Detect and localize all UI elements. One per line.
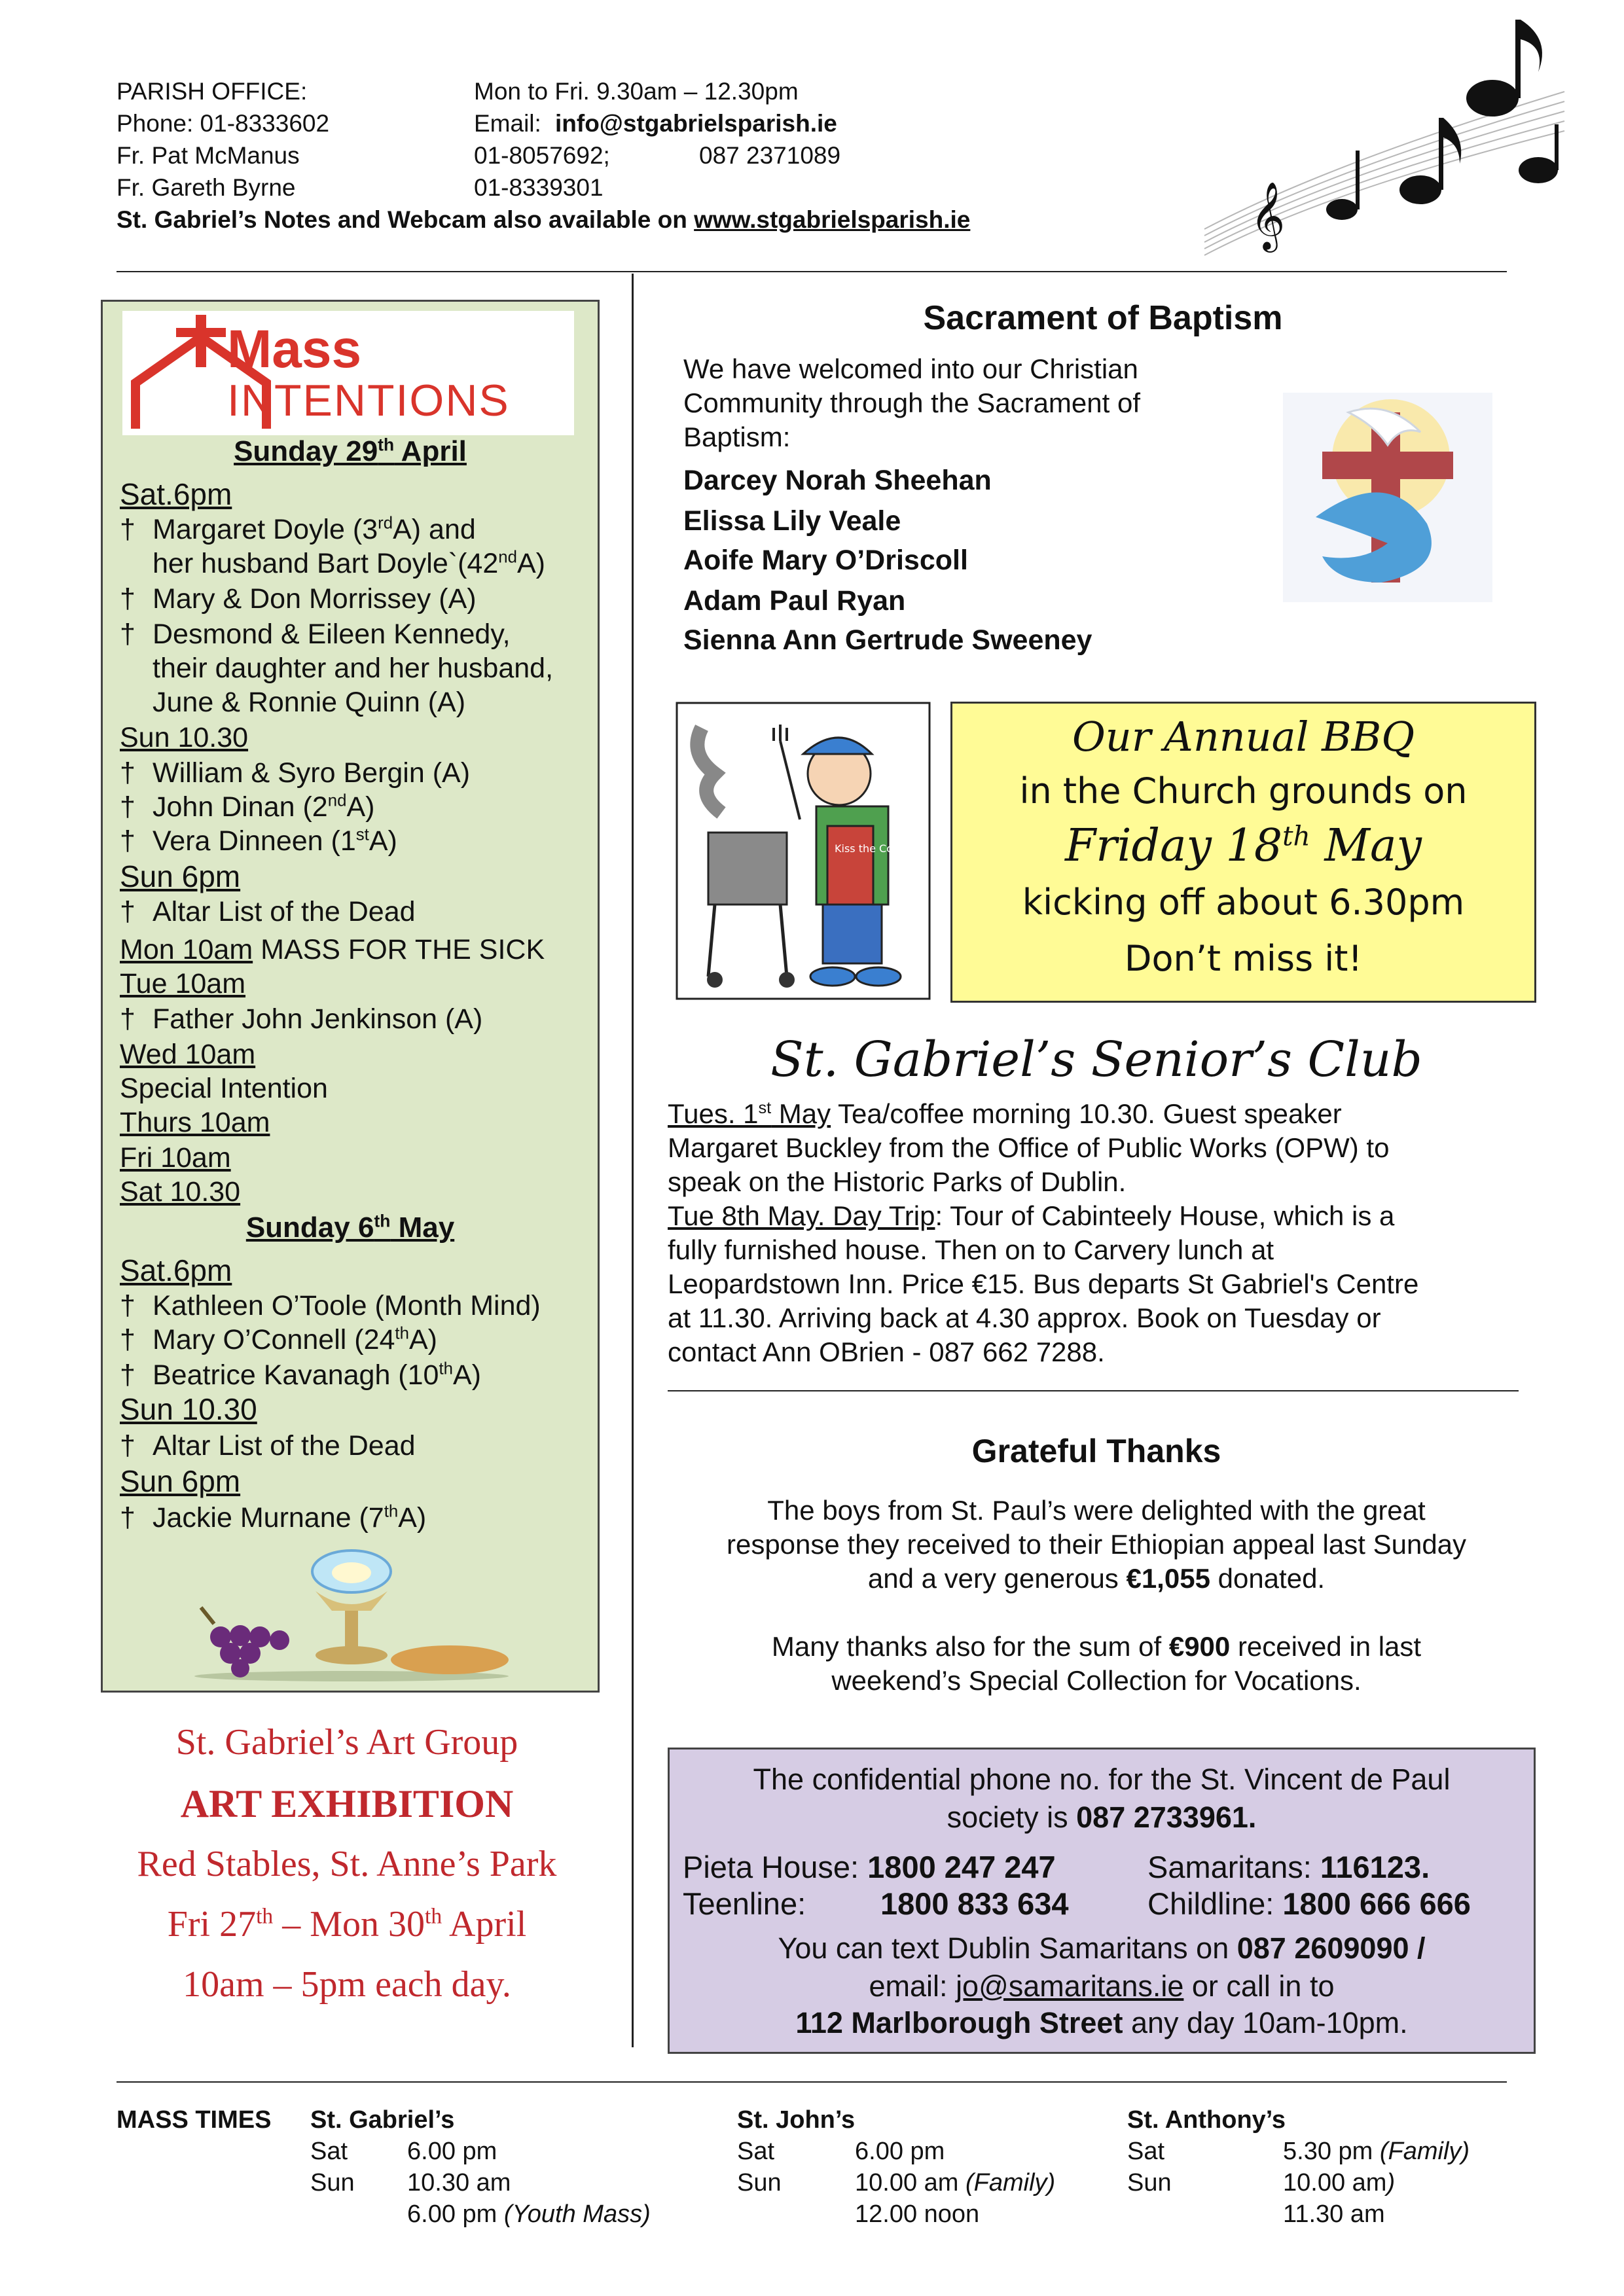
baptised-name: Darcey Norah Sheehan: [683, 465, 992, 496]
baptism-title: Sacrament of Baptism: [923, 299, 1283, 337]
website-link[interactable]: www.stgabrielsparish.ie: [694, 206, 971, 233]
intention-item-cont: June & Ronnie Quinn (A): [153, 687, 466, 718]
intention-item: † Altar List of the Dead: [120, 1430, 416, 1462]
helplines-box: [668, 1748, 1536, 2054]
intention-item: † Kathleen O’Toole (Month Mind): [120, 1290, 541, 1321]
priest1-phone1: 01-8057692;: [474, 142, 610, 169]
sat-1030-heading: Sat 10.30: [120, 1176, 241, 1208]
thanks-text: response they received to their Ethiopian appeal last Sunday: [726, 1529, 1467, 1560]
thanks-text: and a very generous €1,055 donated.: [867, 1563, 1326, 1594]
mass-time: 6.00 pm (Youth Mass): [407, 2200, 651, 2228]
baptised-name: Elissa Lily Veale: [683, 505, 901, 537]
intention-item: † Margaret Doyle (3rdA) and: [120, 514, 476, 545]
priest1-phone2: 087 2371089: [699, 142, 841, 169]
mass-intentions-panel: [101, 300, 600, 1693]
baptised-name: Adam Paul Ryan: [683, 585, 906, 617]
dublin-samaritans-text: You can text Dublin Samaritans on 087 2609090 /: [778, 1931, 1426, 1965]
bbq-location: in the Church grounds on: [1019, 770, 1468, 812]
art-hours: 10am – 5pm each day.: [183, 1964, 511, 2005]
samaritans-email-line: email: jo@samaritans.ie or call in to: [869, 1969, 1335, 2003]
thurs-10am-heading: Thurs 10am: [120, 1107, 270, 1138]
week1-title: Sunday 29th April: [234, 435, 467, 467]
week2-title: Sunday 6th May: [245, 1211, 455, 1244]
day-label: Sun: [310, 2169, 355, 2197]
mass-time: 10.00 am (Family): [855, 2169, 1056, 2197]
day-label: Sat: [1127, 2138, 1165, 2165]
thanks-text: Many thanks also for the sum of €900 received in last: [771, 1631, 1422, 1662]
baptised-name: Aoife Mary O’Driscoll: [683, 545, 968, 576]
mass-times-label: MASS TIMES: [117, 2106, 272, 2134]
baptism-intro-1: We have welcomed into our Christian: [683, 353, 1138, 384]
day-label: Sat: [737, 2138, 775, 2165]
sun-1030-heading: Sun 10.30: [120, 722, 249, 753]
childline-line: Childline: 1800 666 666: [1147, 1886, 1471, 1921]
mass-time: 12.00 noon: [855, 2200, 980, 2228]
intention-item: † Mary & Don Morrissey (A): [120, 583, 477, 615]
seniors-text: at 11.30. Arriving back at 4.30 approx. Book on Tuesday or: [668, 1302, 1381, 1333]
logo-word-mass: Mass: [227, 319, 362, 379]
intention-item: † Vera Dinneen (1stA): [120, 825, 397, 857]
mass-time: 11.30 am: [1283, 2200, 1385, 2228]
mass-time: 10.00 am): [1283, 2169, 1396, 2197]
day-label: Sun: [1127, 2169, 1172, 2197]
intention-item: † William & Syro Bergin (A): [120, 757, 471, 789]
fri-10am-heading: Fri 10am: [120, 1142, 231, 1174]
pieta-house-line: Pieta House: 1800 247 247: [683, 1850, 1056, 1884]
mass-time: 6.00 pm: [855, 2138, 945, 2165]
bbq-notice: [950, 702, 1536, 1003]
thanks-text: weekend’s Special Collection for Vocations.: [831, 1665, 1362, 1696]
bbq-tagline: Don’t miss it!: [1124, 938, 1363, 979]
mass-time: 5.30 pm (Family): [1283, 2138, 1470, 2165]
bbq-time: kicking off about 6.30pm: [1022, 882, 1465, 923]
st-gabriels-heading: St. Gabriel’s: [310, 2106, 455, 2134]
sun-1030-heading: Sun 10.30: [120, 1392, 257, 1426]
logo-word-intentions: INTENTIONS: [227, 376, 510, 425]
seniors-item-1: Tues. 1st May Tea/coffee morning 10.30. Guest speaker: [668, 1098, 1342, 1129]
email-label: Email:: [474, 110, 541, 137]
seniors-item-2: Tue 8th May. Day Trip: Tour of Cabinteely House, which is a: [668, 1200, 1395, 1231]
intention-item: † Desmond & Eileen Kennedy,: [120, 619, 511, 650]
dove-cross-water-image: [1276, 386, 1499, 609]
intention-item-cont: her husband Bart Doyle`(42ndA): [153, 548, 545, 579]
svp-phone-line: society is 087 2733961.: [947, 1801, 1257, 1834]
intention-item: † Mary O’Connell (24thA): [120, 1324, 437, 1355]
intention-item: † Jackie Murnane (7thA): [120, 1502, 427, 1534]
seniors-text: speak on the Historic Parks of Dublin.: [668, 1166, 1127, 1197]
baptism-intro-2: Community through the Sacrament of: [683, 387, 1141, 418]
intention-item: † Beatrice Kavanagh (10thA): [120, 1359, 481, 1391]
seniors-text: contact Ann OBrien - 087 662 7288.: [668, 1336, 1105, 1367]
special-intention: Special Intention: [120, 1073, 328, 1104]
office-hours: Mon to Fri. 9.30am – 12.30pm: [474, 78, 799, 105]
music-notes-image: [1198, 13, 1578, 262]
intention-item-cont: their daughter and her husband,: [153, 653, 554, 684]
tue-10am-heading: Tue 10am: [120, 968, 246, 999]
art-dates: Fri 27th – Mon 30th April: [167, 1904, 527, 1945]
art-group-title: St. Gabriel’s Art Group: [175, 1722, 518, 1763]
svp-text: The confidential phone no. for the St. Vincent de Paul: [753, 1763, 1451, 1796]
wed-10am-heading: Wed 10am: [120, 1039, 256, 1070]
seniors-club-title: St. Gabriel’s Senior’s Club: [770, 1031, 1422, 1088]
seniors-text: Leopardstown Inn. Price €15. Bus departs St Gabriel's Centre: [668, 1268, 1419, 1299]
baptised-name: Sienna Ann Gertrude Sweeney: [683, 624, 1092, 656]
intention-item: † John Dinan (2ndA): [120, 791, 375, 823]
bbq-title: Our Annual BBQ: [1072, 713, 1415, 761]
samaritans-address-line: 112 Marlborough Street any day 10am-10pm.: [795, 2006, 1408, 2039]
thanks-title: Grateful Thanks: [971, 1433, 1221, 1469]
intention-item: † Father John Jenkinson (A): [120, 1003, 483, 1035]
art-exhibition-heading: ART EXHIBITION: [180, 1782, 514, 1825]
thanks-text: The boys from St. Paul’s were delighted with the great: [767, 1495, 1426, 1526]
mass-time: 6.00 pm: [407, 2138, 497, 2165]
sat-6pm-heading: Sat.6pm: [120, 1253, 232, 1287]
day-label: Sat: [310, 2138, 348, 2165]
bbq-cook-image: [676, 702, 931, 1000]
section-rule: [668, 1390, 1519, 1391]
samaritans-email-link[interactable]: jo@samaritans.ie: [956, 1969, 1184, 2003]
st-anthonys-heading: St. Anthony’s: [1127, 2106, 1286, 2134]
art-venue: Red Stables, St. Anne’s Park: [137, 1844, 557, 1884]
seniors-text: fully furnished house. Then on to Carvery lunch at: [668, 1234, 1274, 1265]
seniors-text: Margaret Buckley from the Office of Public Works (OPW) to: [668, 1132, 1390, 1163]
intention-item: † Altar List of the Dead: [120, 896, 416, 927]
priest1-name: Fr. Pat McManus: [117, 142, 300, 169]
mass-intentions-logo: [122, 311, 574, 435]
st-johns-heading: St. John’s: [737, 2106, 856, 2134]
sun-6pm-heading: Sun 6pm: [120, 859, 241, 893]
office-label: PARISH OFFICE:: [117, 78, 308, 105]
priest2-name: Fr. Gareth Byrne: [117, 174, 296, 201]
office-phone: Phone: 01-8333602: [117, 110, 330, 137]
sat-6pm-heading: Sat.6pm: [120, 477, 232, 511]
bbq-date: Friday 18th May: [1065, 820, 1422, 872]
svg-text:Kiss the Cook: Kiss the Cook: [835, 842, 906, 855]
footer-rule: [117, 2081, 1507, 2083]
mon-10am-line: Mon 10am MASS FOR THE SICK: [120, 934, 545, 965]
email-link[interactable]: info@stgabrielsparish.ie: [555, 110, 837, 137]
notes-text: St. Gabriel’s Notes and Webcam also available on: [117, 206, 687, 233]
svg-text:𝄞: 𝄞: [1250, 181, 1286, 250]
teenline-line: Teenline: 1800 833 634: [683, 1886, 1069, 1921]
priest2-phone: 01-8339301: [474, 174, 604, 201]
sun-6pm-heading: Sun 6pm: [120, 1464, 241, 1498]
chalice-bread-grapes-image: [181, 1545, 522, 1683]
mass-time: 10.30 am: [407, 2169, 511, 2197]
samaritans-line: Samaritans: 116123.: [1147, 1850, 1430, 1884]
day-label: Sun: [737, 2169, 782, 2197]
baptism-intro-3: Baptism:: [683, 422, 791, 452]
header-rule: [117, 271, 1507, 272]
